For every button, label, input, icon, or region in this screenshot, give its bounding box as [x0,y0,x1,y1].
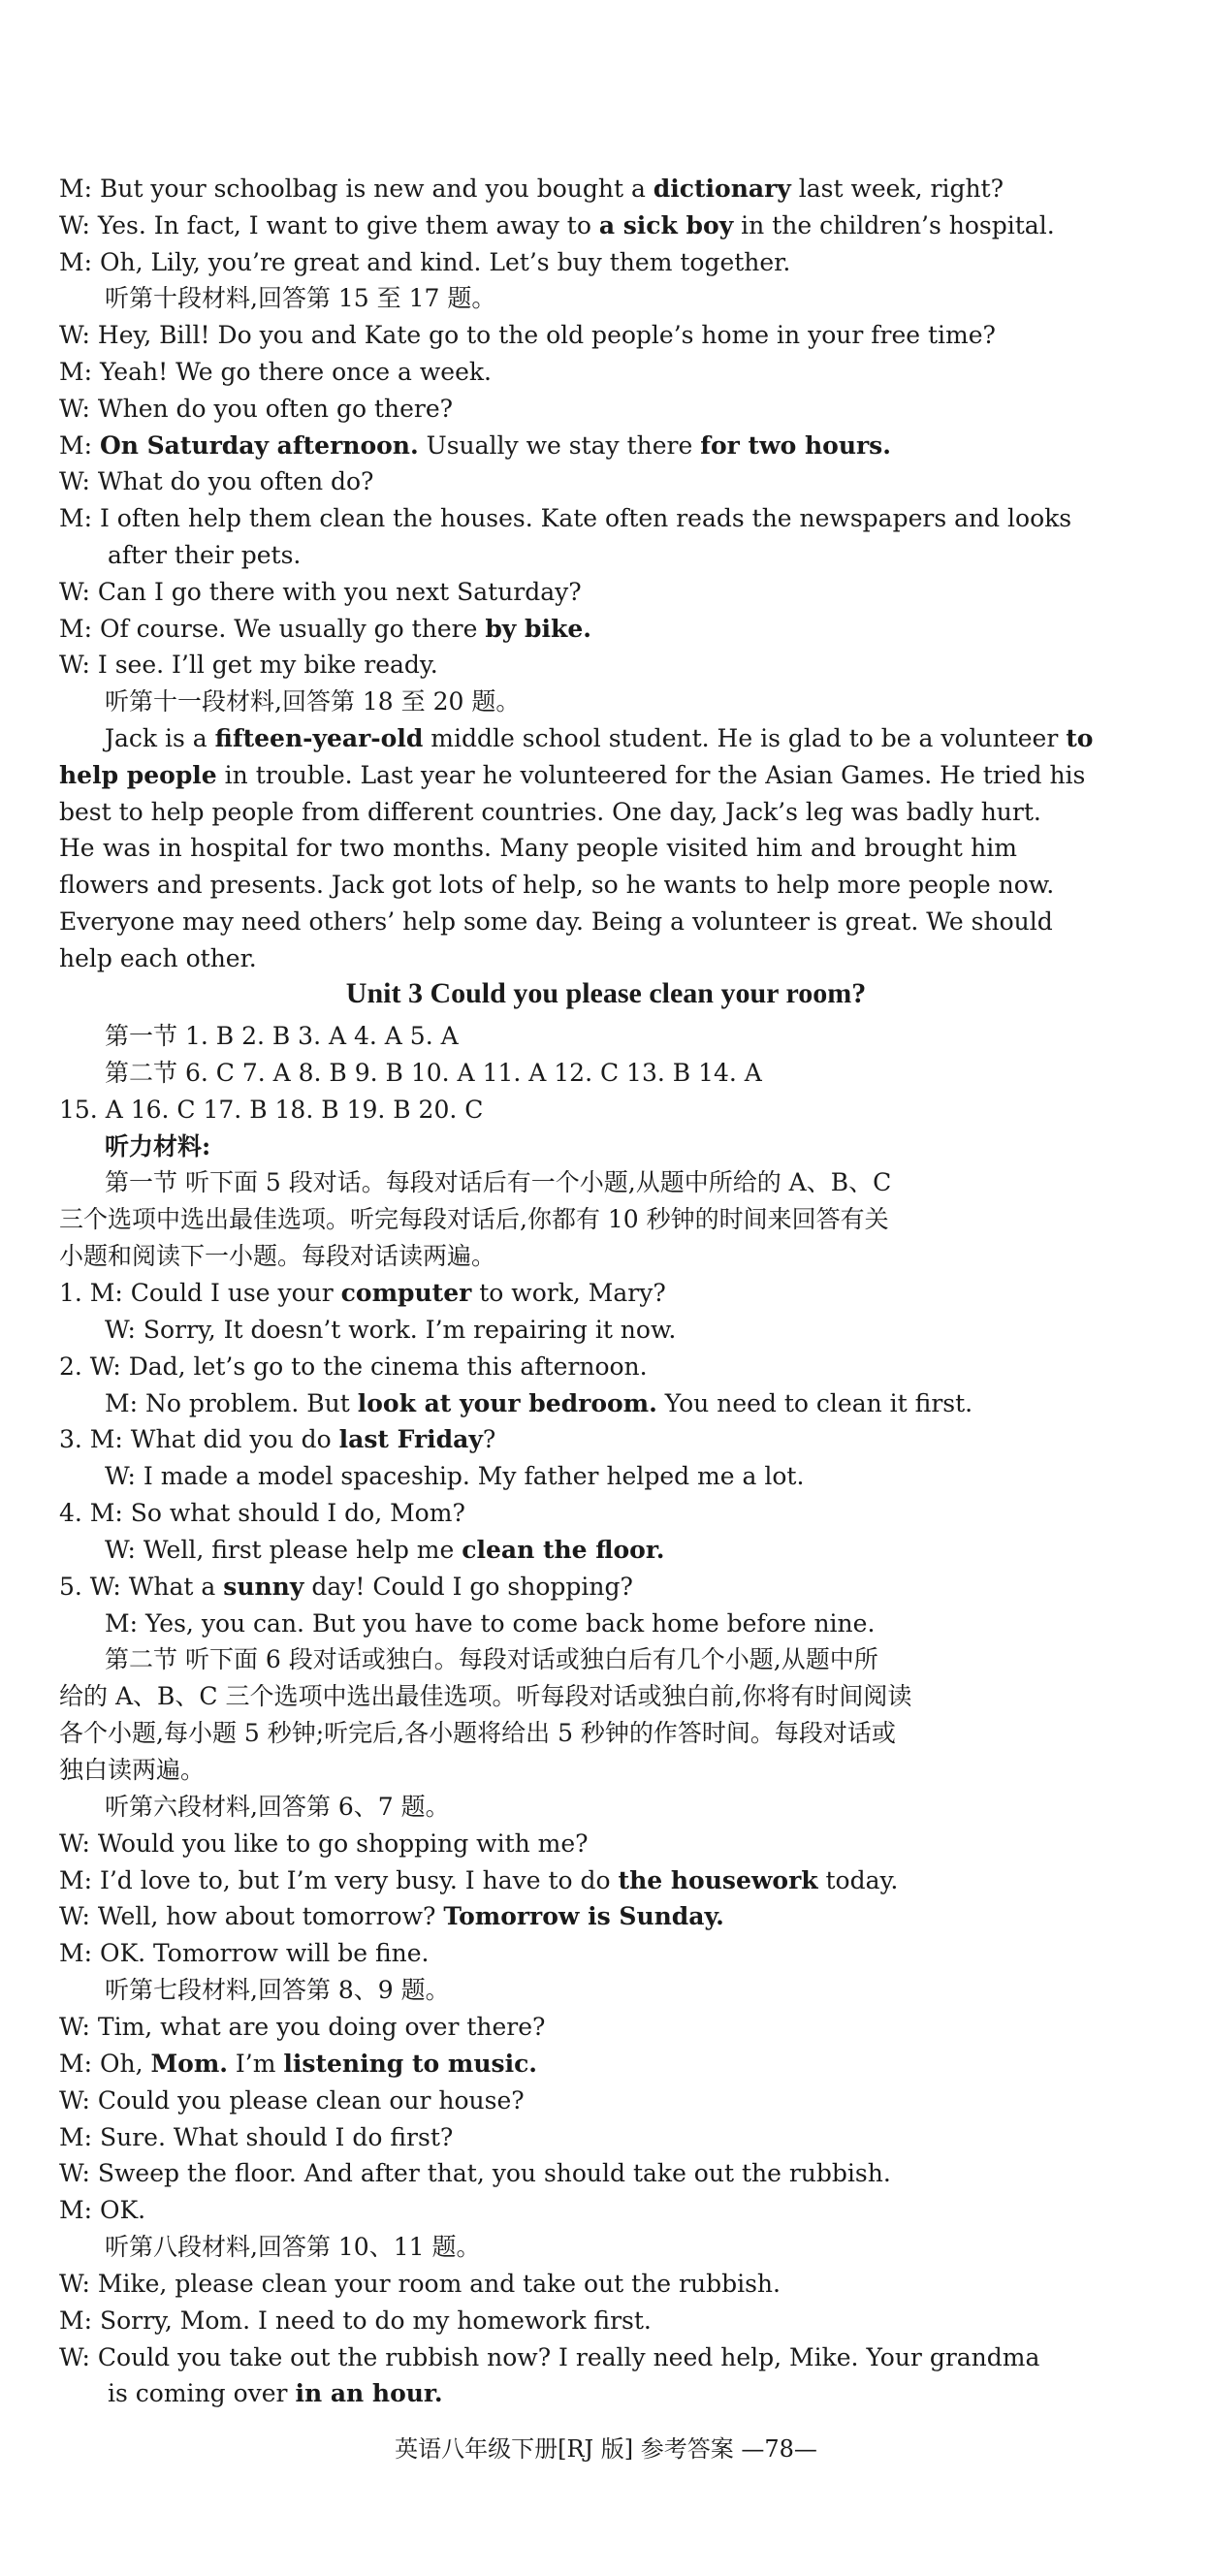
text-line [59,1680,911,1713]
text-line [105,685,520,718]
line-text: today. [817,1865,899,1894]
text-line [59,906,1053,938]
text-line [59,869,1055,902]
text-line [105,2231,480,2264]
line-text: 听第十一段材料,回答第 18 至 20 题。 [105,687,521,716]
line-text: W: Mike, please clean your room and take out the rubbish. [59,2269,781,2298]
bold-answer-text: 听力材料: [105,1131,211,1161]
line-text: 第二节 听下面 6 段对话或独白。每段对话或独白后有几个小题,从题中所 [105,1645,878,1674]
line-text: M: Oh, [59,2049,151,2078]
line-text: M: Yeah! We go there once a week. [59,358,492,386]
line-text: day! Could I go shopping? [303,1572,633,1601]
text-line [105,1314,676,1347]
text-line [105,1534,664,1567]
line-text: 听第七段材料,回答第 8、9 题。 [105,1976,450,2005]
text-line [105,1791,450,1824]
line-text: M: But your schoolbag is new and you bought a [59,175,654,203]
line-text: in the children’s hospital. [733,210,1055,239]
text-line [59,1937,429,1970]
text-line [59,1828,589,1860]
text-line [105,1643,878,1676]
text-line [59,319,996,352]
line-text: M: Yes, you can. But you have to come back home before nine. [105,1608,876,1638]
line-text: M: OK. Tomorrow will be fine. [59,1939,430,1968]
text-line [59,796,1041,829]
line-text: 15. A 16. C 17. B 18. B 19. B 20. C [59,1095,484,1124]
text-line [59,2157,891,2190]
bold-answer-text: sunny [223,1572,304,1601]
line-text: M: No problem. But [105,1388,358,1417]
text-line [59,2194,145,2227]
line-text: 4. M: So what should I do, Mom? [59,1499,465,1528]
line-text: M: I often help them clean the houses. Kate often reads the newspapers and looks [59,504,1072,533]
text-line [59,2341,1039,2374]
text-line [59,465,373,498]
text-line [105,1166,891,1199]
line-text: W: I see. I’ll get my bike ready. [59,651,438,680]
line-text: W: Could you take out the rubbish now? I really need help, Mike. Your grandma [59,2342,1040,2371]
bold-answer-text: last Friday [338,1425,483,1454]
line-text: best to help people from different countries. One day, Jack’s leg was badly hurt. [59,797,1041,826]
text-line [59,429,891,462]
line-text: Usually we stay there [418,430,701,460]
text-line [59,1900,724,1933]
text-line [59,613,591,646]
line-text: help each other. [59,943,257,972]
line-text: W: Can I go there with you next Saturday? [59,577,582,606]
text-line [105,282,495,315]
page-footer: 英语八年级下册[RJ 版] 参考答案 —78— [395,2435,817,2463]
line-text: W: Hey, Bill! Do you and Kate go to the old people’s home in your free time? [59,321,996,350]
text-line [59,1717,896,1750]
line-text: 给的 A、B、C 三个选项中选出最佳选项。听每段对话或独白前,你将有时间阅读 [59,1682,912,1711]
line-text: 3. M: What did you do [59,1425,339,1454]
bold-answer-text: listening to music. [283,2049,538,2078]
line-text: M: Oh, Lily, you’re great and kind. Let’s buy them together. [59,247,791,276]
text-line [59,246,790,279]
text-line [105,1020,459,1053]
line-text: I’m [227,2049,284,2078]
text-line [59,2011,545,2044]
line-text: to work, Mary? [471,1278,666,1307]
line-text: last week, right? [790,175,1004,203]
bold-answer-text: to [1066,724,1094,752]
line-text: 小题和阅读下一小题。每段对话读两遍。 [59,1242,496,1271]
text-line [105,1460,804,1493]
line-text: M: OK. [59,2196,146,2225]
text-line [105,1057,762,1090]
line-text: W: I made a model spaceship. My father helped me a lot. [105,1462,805,1491]
line-text: flowers and presents. Jack got lots of help, so he wants to help more people now. [59,871,1055,900]
bold-answer-text: fifteen-year-old [214,724,424,752]
text-line [105,1974,450,2007]
text-line [59,2121,453,2154]
text-line [108,2377,443,2410]
line-text: Everyone may need others’ help some day. Being a volunteer is great. We should [59,907,1053,936]
line-text: 听第八段材料,回答第 10、11 题。 [105,2233,481,2262]
line-text: 各个小题,每小题 5 秒钟;听完后,各小题将给出 5 秒钟的作答时间。每段对话或 [59,1719,896,1748]
text-line [59,759,1086,792]
text-line [59,393,453,426]
line-text: 听第六段材料,回答第 6、7 题。 [105,1792,450,1821]
line-text: M: Of course. We usually go there [59,614,486,643]
text-line [59,1277,666,1310]
bold-answer-text: Mom. [150,2049,228,2078]
text-line [105,1607,875,1640]
bold-answer-text: in an hour. [295,2379,443,2408]
text-line [59,209,1055,242]
text-line [59,1423,495,1456]
text-line [59,2084,525,2117]
line-text: W: Would you like to go shopping with me? [59,1829,589,1858]
line-text: M: Sure. What should I do first? [59,2122,454,2151]
text-line [59,1754,205,1787]
text-line [59,2305,652,2337]
text-line [59,2268,781,2301]
text-line [59,576,582,609]
line-text: Jack is a [105,724,215,752]
line-text: 第一节 听下面 5 段对话。每段对话后有一个小题,从题中所给的 A、B、C [105,1168,892,1197]
line-text: middle school student. He is glad to be a volunteer [423,724,1067,752]
bold-answer-text: clean the floor. [462,1535,665,1564]
bold-answer-text: Tomorrow is Sunday. [443,1902,724,1931]
bold-answer-text: look at your bedroom. [357,1388,657,1417]
text-line [59,1203,889,1236]
line-text: 第二节 6. C 7. A 8. B 9. B 10. A 11. A 12. C 13. B 14. A [105,1058,762,1087]
line-text: M: I’d love to, but I’m very busy. I have to do [59,1865,619,1894]
text-line [59,649,438,682]
bold-answer-text: a sick boy [598,210,734,239]
bold-answer-text: computer [340,1278,472,1307]
line-text: W: Could you please clean our house? [59,2085,525,2115]
line-text: 5. W: What a [59,1572,224,1601]
line-text: 第一节 1. B 2. B 3. A 4. A 5. A [105,1022,459,1050]
text-line [105,722,1093,755]
bold-answer-text: help people [59,760,217,789]
line-text: W: Well, first please help me [105,1535,462,1564]
line-text: 三个选项中选出最佳选项。听完每段对话后,你都有 10 秒钟的时间来回答有关 [59,1205,889,1234]
line-text: W: Sweep the floor. And after that, you should take out the rubbish. [59,2159,891,2188]
text-line [59,1240,495,1273]
text-line [59,832,1017,865]
line-text: W: What do you often do? [59,467,374,496]
text-line [108,539,301,572]
text-line [59,942,257,975]
line-text: 听第十段材料,回答第 15 至 17 题。 [105,284,496,313]
text-line [59,356,492,389]
text-line [59,1094,483,1127]
line-text: W: Sorry, It doesn’t work. I’m repairing it now. [105,1315,677,1344]
line-text: after their pets. [108,541,302,569]
line-text: M: [59,430,100,460]
line-text: W: Well, how about tomorrow? [59,1902,444,1931]
bold-answer-text: On Saturday afternoon. [99,430,419,460]
text-line [105,1387,973,1420]
unit-title: Unit 3 Could you please clean your room? [345,977,867,1009]
line-text: M: Sorry, Mom. I need to do my homework first. [59,2306,652,2335]
line-text: W: Yes. In fact, I want to give them away to [59,210,599,239]
text-line [59,173,1004,206]
text-line [59,1351,648,1383]
text-line [59,2048,537,2081]
line-text: is coming over [108,2379,296,2408]
line-text: W: Tim, what are you doing over there? [59,2012,546,2041]
line-text: 1. M: Could I use your [59,1278,341,1307]
text-line [59,1864,898,1897]
text-line [59,1571,633,1604]
line-text: in trouble. Last year he volunteered for the Asian Games. He tried his [216,760,1086,789]
text-line [59,1497,465,1530]
line-text: 2. W: Dad, let’s go to the cinema this afternoon. [59,1352,648,1381]
bold-answer-text: by bike. [485,614,591,643]
text-line [105,1130,210,1163]
line-text: You need to clean it first. [656,1388,973,1417]
bold-answer-text: for two hours. [700,430,891,460]
line-text: 独白读两遍。 [59,1756,206,1784]
line-text: W: When do you often go there? [59,394,454,423]
text-line [59,502,1071,535]
line-text: He was in hospital for two months. Many people visited him and brought him [59,834,1017,863]
line-text: ? [482,1425,496,1454]
bold-answer-text: dictionary [653,175,791,203]
bold-answer-text: the housework [618,1865,818,1894]
